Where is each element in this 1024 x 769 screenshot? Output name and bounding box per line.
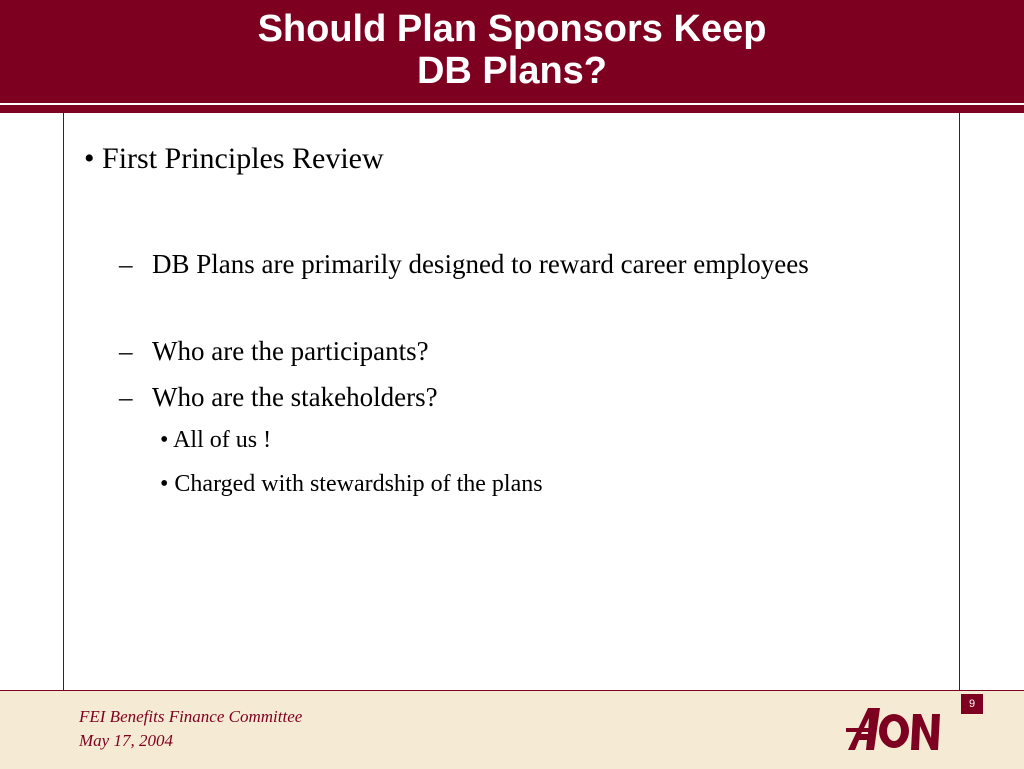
bullet-dot-icon: •: [160, 427, 174, 453]
bullet-text: Who are the stakeholders?: [152, 382, 438, 412]
aon-logo: [846, 706, 942, 752]
dash-bullet-icon: –: [119, 249, 133, 279]
bullet-text: DB Plans are primarily designed to reward career employees: [152, 249, 809, 279]
bullet-level-2-item: [119, 244, 852, 284]
slide-title-line-2: DB Plans?: [416, 50, 608, 92]
left-border-line: [63, 113, 64, 768]
bullet-dot-icon: •: [84, 142, 103, 175]
bullet-level-3-item: [160, 471, 543, 498]
footer-date: May 17, 2004: [79, 731, 173, 750]
bullet-level-1: [84, 142, 384, 176]
bullet-level-3-item: [160, 427, 271, 454]
bullet-text: Charged with stewardship of the plans: [174, 471, 543, 497]
bullet-level-2-item: [119, 331, 429, 371]
page-number: 9: [961, 694, 983, 714]
right-border-line: [959, 113, 960, 768]
title-divider-band: [0, 105, 1024, 113]
bullet-text: All of us !: [173, 427, 272, 453]
bullet-text: Who are the participants?: [152, 336, 429, 366]
bullet-level-2-item: [119, 377, 438, 417]
footer-text: [79, 705, 302, 753]
slide-title-line-1: Should Plan Sponsors Keep: [257, 8, 767, 50]
dash-bullet-icon: –: [119, 336, 133, 366]
bullet-text: First Principles Review: [102, 142, 384, 175]
bullet-dot-icon: •: [160, 471, 175, 497]
slide-title: [0, 8, 1024, 92]
footer-committee: FEI Benefits Finance Committee: [79, 707, 303, 726]
dash-bullet-icon: –: [119, 382, 133, 412]
